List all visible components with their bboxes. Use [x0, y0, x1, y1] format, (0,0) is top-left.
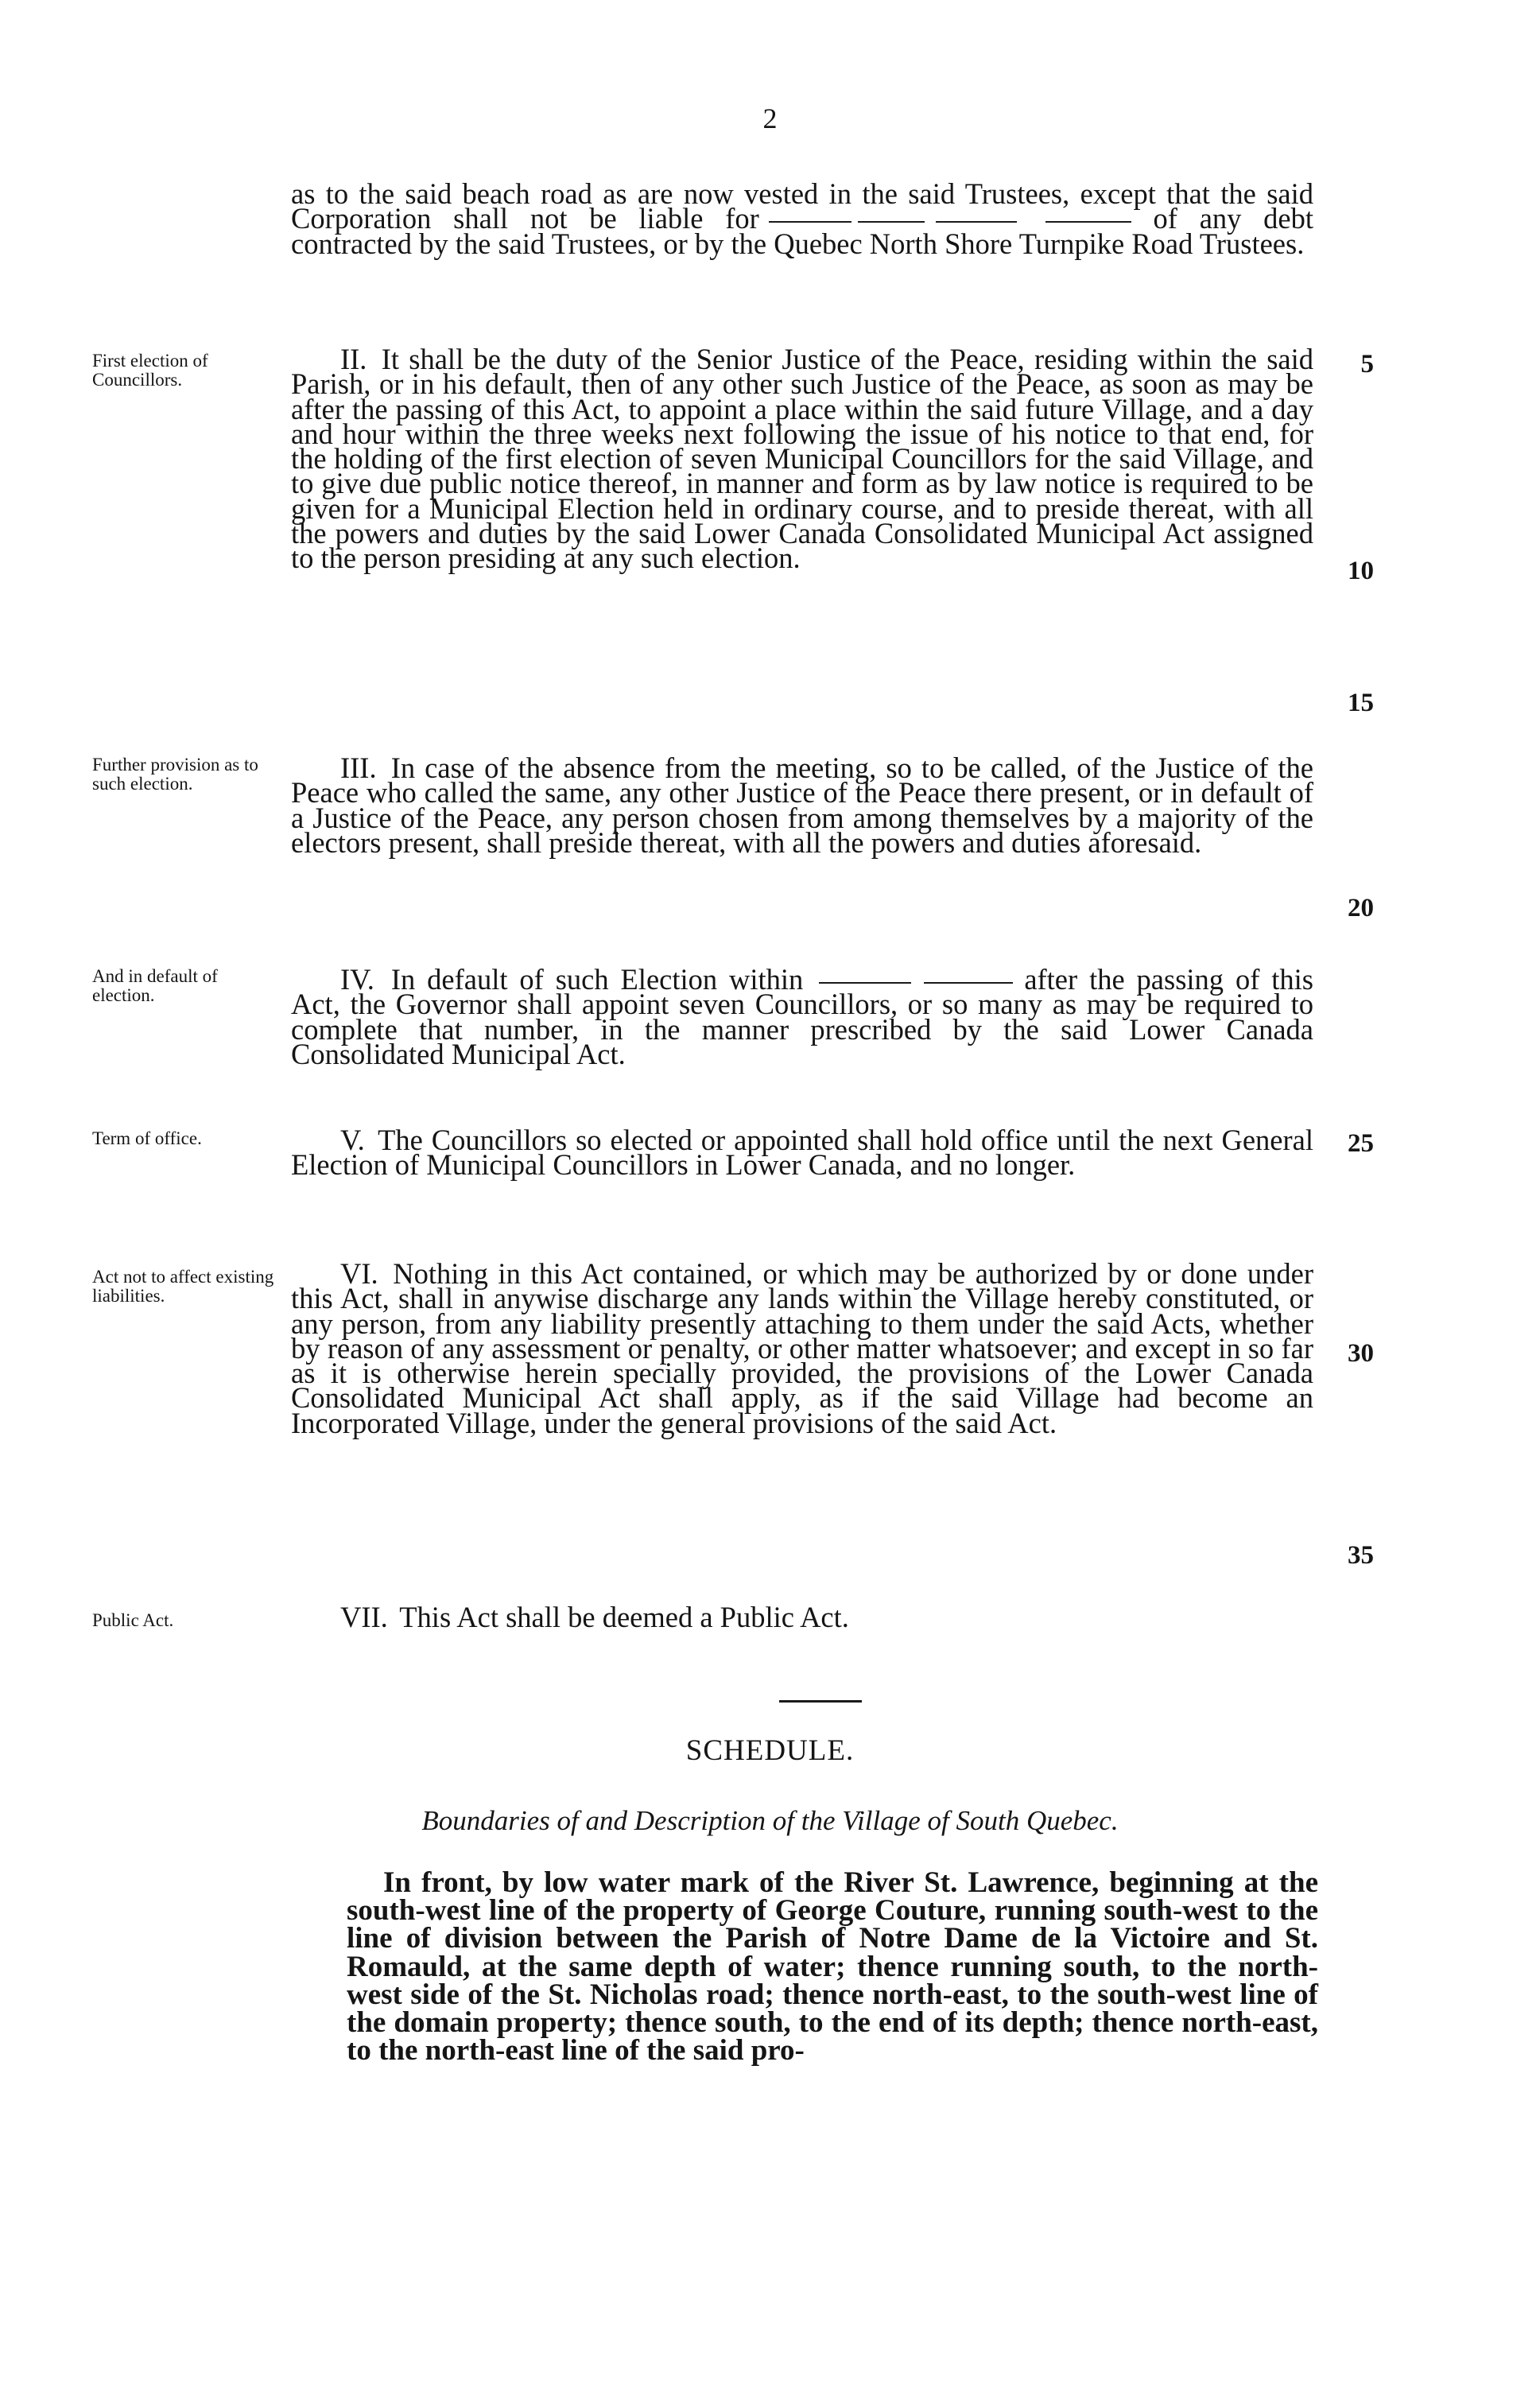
section-II — [291, 343, 1314, 575]
line-number: 30 — [1348, 1339, 1374, 1368]
page-number: 2 — [762, 103, 778, 134]
side-note-existing-liabilities: Act not to affect existing liabilities. — [92, 1267, 274, 1306]
side-note-term-of-office: Term of office. — [92, 1128, 202, 1148]
section-IV — [291, 963, 1314, 1070]
section-number: II. — [340, 343, 367, 375]
side-note-public-act: Public Act. — [92, 1610, 174, 1630]
section-text: This Act shall be deemed a Public Act. — [399, 1601, 849, 1633]
section-text: Nothing in this Act contained, or which may be authorized by or done under this Act, shall in anywise discharge any lands within the Village hereby constituted, or any person, from any liability presently attaching to them under the said Acts, whether by reason of any assessment or penalty, or other matter whatsoever; and except in so far as it is otherwise herein specially provided, the provisions of the Lower Canada Consolidated Municipal Act shall apply, as if the said Village had become an Incorporated Village, under the general provisions of the said Act. — [291, 1257, 1314, 1439]
blank-dash — [769, 221, 851, 223]
schedule-subtitle: Boundaries of and Description of the Village of South Quebec. — [421, 1805, 1119, 1836]
section-text-start: In default of such Election within — [390, 963, 804, 996]
section-text: The Councillors so elected or appointed shall hold office until the next General Election of Municipal Councillors in Lower Canada, and no longer. — [291, 1124, 1313, 1182]
side-note-further-provision: Further provision as to such election. — [92, 755, 258, 794]
schedule-text: In front, by low water mark of the River St. Lawrence, beginning at the south-west line of the property of George Couture, running south-west to the line of division between the Parish of Notre Dame de la Victoire and St. Romauld, at the same depth of water; thence running south, to the north-west side of the St. Nicholas road; thence north-east, to the south-west line of the domain property; thence south, to the end of its depth; thence north-east, to the north-east line of the said pro- — [347, 1866, 1318, 2068]
side-note-default-of-election: And in default of election. — [92, 966, 218, 1005]
section-text: In case of the absence from the meeting, so to be called, of the Justice of the Peace who called the same, any other Justice of the Peace there present, or in default of a Justice of the Peace, any person chosen from among themselves by a majority of the electors present, shall preside thereat, with all the powers and duties aforesaid. — [291, 751, 1313, 859]
section-III — [291, 751, 1313, 859]
schedule-title: SCHEDULE. — [685, 1734, 855, 1767]
blank-dash — [1045, 221, 1131, 223]
blank-dash — [858, 221, 925, 223]
section-text-end: after the passing of this Act, the Governor shall appoint seven Councillors, or so many as may be required to complete that number, in the manner prescribed by the said Lower Canada Consolidated Municipal Act. — [291, 963, 1314, 1070]
line-number: 15 — [1348, 689, 1374, 717]
section-number: V. — [340, 1124, 365, 1156]
blank-dash — [819, 982, 911, 984]
side-note-first-election: First election of Councillors. — [92, 351, 208, 390]
intro-paragraph-start: as to the said beach road as are now vested in the said Trustees, except that the said Corporation shall not be liable for — [291, 177, 1313, 235]
section-divider — [779, 1700, 862, 1703]
section-number: III. — [340, 751, 377, 784]
intro-paragraph — [291, 177, 1313, 260]
line-number: 5 — [1360, 350, 1374, 379]
line-number: 10 — [1348, 557, 1374, 585]
section-number: IV. — [340, 963, 374, 996]
blank-dash — [924, 982, 1013, 984]
section-number: VII. — [340, 1601, 388, 1633]
line-number: 35 — [1348, 1541, 1374, 1570]
section-V — [291, 1124, 1313, 1182]
blank-dash — [936, 221, 1017, 223]
section-VII — [291, 1601, 1313, 1633]
line-number: 20 — [1348, 894, 1374, 922]
section-number: VI. — [340, 1257, 378, 1290]
intro-paragraph-end: of any debt contracted by the said Trustees, or by the Quebec North Shore Turnpike Road Trustees. — [291, 202, 1313, 260]
line-number: 25 — [1348, 1129, 1374, 1158]
section-VI — [291, 1257, 1314, 1439]
section-text: It shall be the duty of the Senior Justice of the Peace, residing within the said Parish, or in his default, then of any other such Justice of the Peace, as soon as may be after the passing of this Act, to appoint a place within the said future Village, and a day and hour within the three weeks next following the issue of his notice to that end, for the holding of the first election of seven Municipal Councillors for the said Village, and to give due public notice thereof, in manner and form as by law notice is required to be given for a Municipal Election held in ordinary course, and to preside thereat, with all the powers and duties by the said Lower Canada Consolidated Municipal Act assigned to the person presiding at any such election. — [291, 343, 1314, 575]
